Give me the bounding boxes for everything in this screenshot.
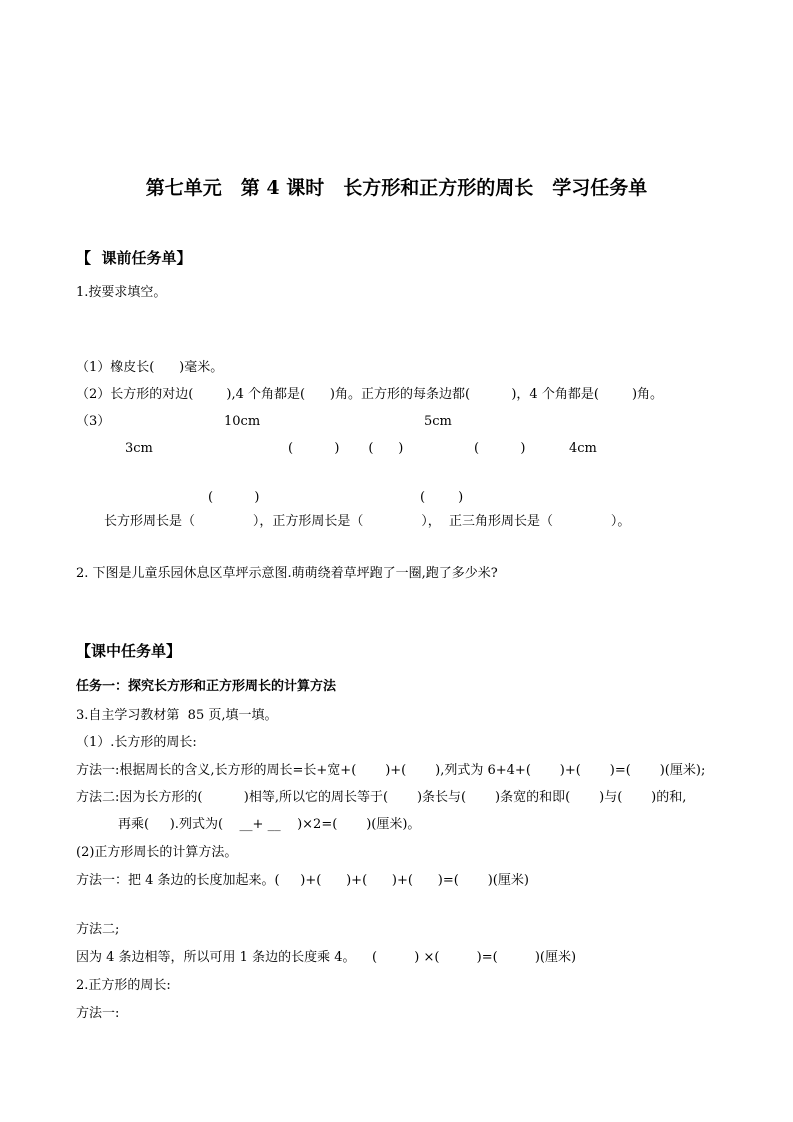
- rect-method-2-line-2: 再乘( ).列式为( __+ __ )×2=( )(厘米)。: [118, 817, 421, 832]
- figure-label-4cm: 4cm: [569, 441, 597, 456]
- figure-blank-c: ( ): [208, 490, 260, 505]
- question-3-1: （1）.长方形的周长:: [76, 735, 197, 750]
- square-method-2: 因为 4 条边相等，所以可用 1 条边的长度乘 4。 ( ) ×( )=( )(厘米): [76, 950, 577, 965]
- figure-blanks-a: ( ) ( ): [288, 441, 404, 456]
- figure-label-3cm: 3cm: [125, 441, 153, 456]
- figure-label-10cm: 10cm: [224, 414, 261, 429]
- square-perimeter-method-1: 方法一:: [76, 1006, 120, 1021]
- question-1-3-label: （3）: [76, 414, 111, 429]
- pre-class-heading: 【 课前任务单】: [76, 249, 192, 267]
- square-method-2-label: 方法二;: [76, 922, 120, 937]
- rect-method-2-line-1: 方法二:因为长方形的( )相等,所以它的周长等于( )条长与( )条宽的和即( )与( )的和,: [76, 790, 687, 805]
- perimeter-answers: 长方形周长是（ ），正方形周长是（ ）， 正三角形周长是（ ）。: [104, 514, 631, 529]
- square-method-1: 方法一：把 4 条边的长度加起来。( )+( )+( )+( )=( )(厘米): [76, 873, 529, 888]
- figure-blank-b: ( ): [474, 441, 526, 456]
- question-1-1: （1）橡皮长( )毫米。: [76, 360, 224, 375]
- figure-blank-d: ( ): [420, 490, 464, 505]
- question-1: 1.按要求填空。: [76, 285, 167, 300]
- in-class-heading: 【课中任务单】: [76, 642, 182, 660]
- figure-label-5cm: 5cm: [424, 414, 452, 429]
- page-title: 第七单元 第 4 课时 长方形和正方形的周长 学习任务单: [145, 177, 648, 199]
- rect-method-1: 方法一:根据周长的含义,长方形的周长=长+宽+( )+( ),列式为 6+4+( )+( )=( )(厘米);: [76, 763, 706, 778]
- question-2: 2. 下图是儿童乐园休息区草坪示意图.萌萌绕着草坪跑了一圈,跑了多少米?: [76, 566, 498, 581]
- question-3: 3.自主学习教材第 85 页,填一填。: [76, 708, 278, 723]
- square-perimeter-title: 2.正方形的周长:: [76, 978, 171, 993]
- question-3-2: (2)正方形周长的计算方法。: [76, 845, 238, 860]
- question-1-2: （2）长方形的对边( ),4 个角都是( )角。正方形的每条边都( )，4 个角都是( )角。: [76, 387, 664, 402]
- task-1-heading: 任务一：探究长方形和正方形周长的计算方法: [76, 679, 337, 694]
